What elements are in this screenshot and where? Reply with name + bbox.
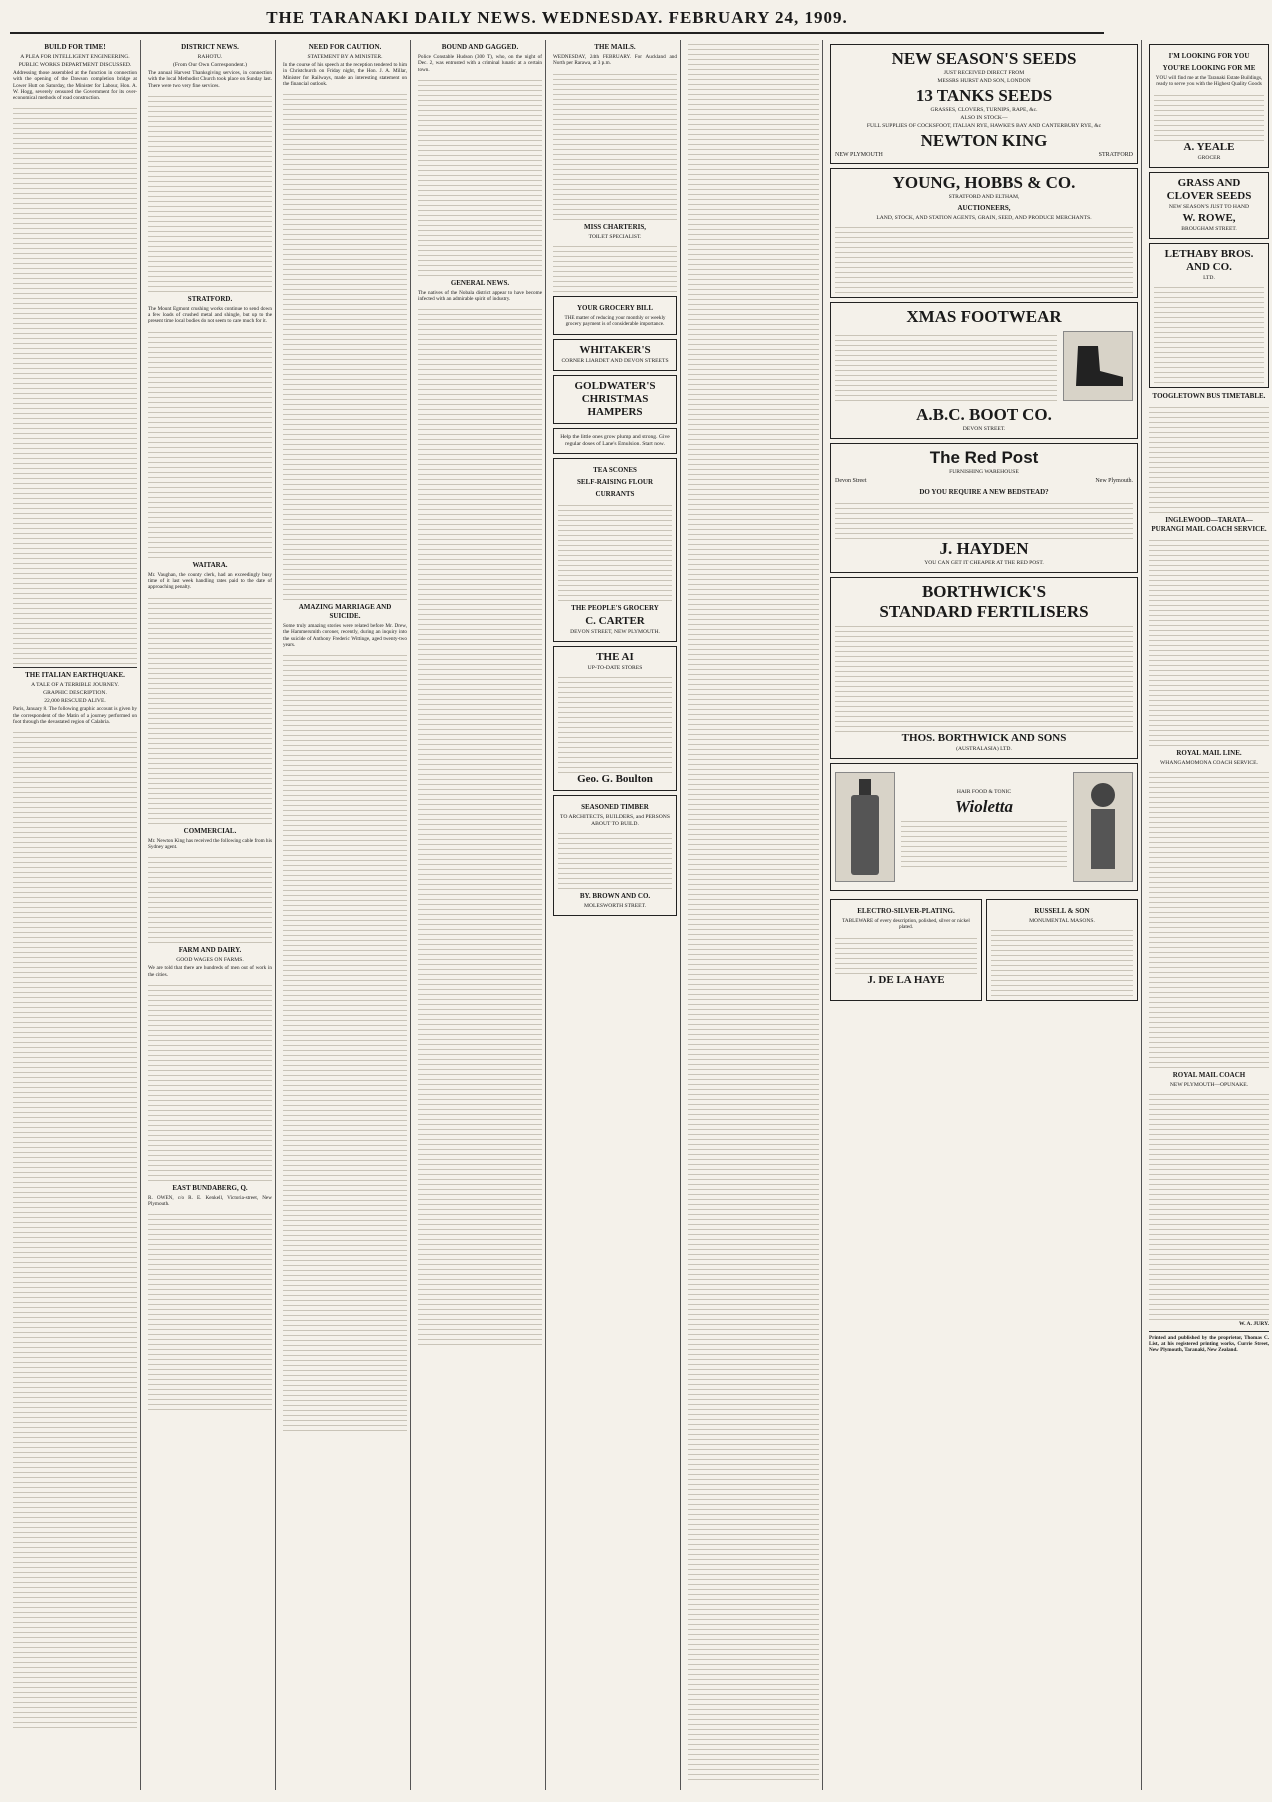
article-text-block bbox=[418, 305, 542, 1345]
ad-text-block bbox=[991, 926, 1133, 996]
ad-body: TO ARCHITECTS, BUILDERS, and PERSONS ABOUT TO BUILD. bbox=[560, 814, 670, 828]
column-3 bbox=[280, 40, 411, 1790]
ad-text-block bbox=[835, 622, 1133, 732]
ad-subhead: DO YOU REQUIRE A NEW BEDSTEAD? bbox=[919, 488, 1049, 496]
article-text-block bbox=[553, 70, 677, 220]
ad-location: New Plymouth. bbox=[1095, 478, 1133, 484]
ad-location: STRATFORD bbox=[1098, 152, 1133, 158]
ad-yeale bbox=[1149, 44, 1269, 168]
ad-subhead: UP-TO-DATE STORES bbox=[587, 665, 643, 672]
ad-address: DEVON STREET. bbox=[962, 426, 1006, 432]
ad-subhead: ALSO IN STOCK— bbox=[960, 115, 1008, 121]
article-subhead: RAHOTU. bbox=[197, 54, 223, 60]
timetable-signoff: W. A. JURY. bbox=[1238, 1320, 1269, 1327]
ad-text-block bbox=[835, 331, 1057, 401]
ad-wioletta bbox=[830, 763, 1138, 891]
article-headline: BUILD FOR TIME! bbox=[44, 43, 106, 51]
article-subhead: PUBLIC WORKS DEPARTMENT DISCUSSED. bbox=[18, 62, 132, 68]
divider bbox=[13, 667, 137, 668]
ad-text-block bbox=[558, 501, 672, 601]
ad-text-block bbox=[558, 829, 672, 889]
ad-headline: STANDARD FERTILISERS bbox=[879, 602, 1089, 621]
timetable-text bbox=[1149, 403, 1269, 513]
bottle-image bbox=[835, 772, 895, 882]
ad-headline: YOUR GROCERY BILL bbox=[576, 303, 654, 312]
ad-locations bbox=[835, 151, 1133, 159]
article-body: Mr. Newton King has received the following cable from his Sydney agent. bbox=[148, 837, 272, 850]
ad-grocery-bill bbox=[553, 296, 677, 336]
ad-headline: 13 TANKS SEEDS bbox=[915, 86, 1053, 105]
boot-image bbox=[1063, 331, 1133, 401]
article-text-block bbox=[418, 76, 542, 276]
ad-text-block bbox=[835, 499, 1133, 539]
ad-name: A.B.C. BOOT CO. bbox=[916, 405, 1052, 424]
ad-headline: GOLDWATER'S bbox=[574, 380, 656, 393]
timetable-text bbox=[1149, 536, 1269, 746]
article-subhead: STATEMENT BY A MINISTER. bbox=[307, 54, 383, 60]
ad-wioletta-body bbox=[835, 768, 1133, 886]
article-text-block bbox=[148, 981, 272, 1181]
timetable-headline: INGLEWOOD—TARATA—PURANGI MAIL COACH SERVICE. bbox=[1151, 515, 1267, 533]
ad-name: A. YEALE bbox=[1183, 140, 1235, 153]
ad-name: BY. BROWN AND CO. bbox=[579, 892, 651, 901]
ad-headline: LETHABY BROS. AND CO. bbox=[1164, 247, 1254, 273]
ad-headline: THE PEOPLE'S GROCERY bbox=[571, 604, 659, 613]
article-headline: WAITARA. bbox=[192, 560, 228, 569]
ad-the-ai bbox=[553, 646, 677, 791]
ad-subhead: FULL SUPPLIES OF COCKSFOOT, ITALIAN RYE, HAWKE'S BAY AND CANTERBURY RYE, &c bbox=[866, 123, 1102, 129]
column-5 bbox=[550, 40, 681, 1790]
ad-subhead: HAIR FOOD & TONIC bbox=[956, 788, 1012, 795]
article-headline: AMAZING MARRIAGE AND SUICIDE. bbox=[298, 603, 392, 621]
ad-goldwaters bbox=[553, 375, 677, 424]
timetable-headline: ROYAL MAIL LINE. bbox=[1176, 748, 1242, 757]
article-headline: THE MAILS. bbox=[594, 43, 636, 51]
ad-headline: MISS CHARTERIS, bbox=[584, 222, 646, 231]
ad-headline: ELECTRO-SILVER-PLATING. bbox=[857, 907, 955, 915]
column-1 bbox=[10, 40, 141, 1790]
timetable-subhead: NEW PLYMOUTH—OPUNAKE. bbox=[1169, 1081, 1249, 1088]
article-subhead: A PLEA FOR INTELLIGENT ENGINEERING. bbox=[20, 54, 130, 60]
article-text-block bbox=[283, 90, 407, 600]
article-subhead: (From Our Own Correspondent.) bbox=[173, 62, 247, 68]
ad-electro-plating bbox=[830, 899, 982, 1001]
timetable-text bbox=[1149, 1090, 1269, 1320]
article-subhead: GRAPHIC DESCRIPTION. bbox=[43, 690, 107, 697]
ad-subhead: TOILET SPECIALIST. bbox=[588, 233, 642, 240]
ad-new-seasons-seeds bbox=[830, 44, 1138, 164]
ad-headline: CURRANTS bbox=[595, 490, 635, 499]
divider bbox=[1149, 1331, 1269, 1332]
ad-headline: BORTHWICK'S bbox=[921, 582, 1047, 601]
article-body: Some truly amazing stories were related before Mr. Drew, the Hammersmith coroner, recently, during an inquiry into the suicide of Anthony Frederic Wittinge, aged twenty-two years. bbox=[283, 623, 407, 649]
article-body: In the course of his speech at the reception tendered to him in Christchurch on Friday night, the Hon. J. A. Millar, Minister for Railways, made an interesting statement on the financial outlook. bbox=[283, 62, 407, 87]
boot-icon bbox=[1068, 341, 1128, 391]
person-icon bbox=[1083, 777, 1123, 877]
timetable-headline: TOOGLETOWN BUS TIMETABLE. bbox=[1152, 391, 1266, 400]
article-headline: EAST BUNDABERG, Q. bbox=[172, 1183, 248, 1192]
ad-location: Devon Street bbox=[835, 478, 867, 484]
bottle-icon bbox=[845, 777, 885, 877]
ad-headline: Wioletta bbox=[955, 796, 1013, 816]
ad-name: C. CARTER bbox=[585, 615, 645, 628]
article-subhead: GOOD WAGES ON FARMS. bbox=[176, 957, 244, 964]
timetable-subhead: WHANGAMOMONA COACH SERVICE. bbox=[1160, 759, 1258, 766]
article-body: Paris, January 8. The following graphic account is given by the correspondent of the Matin of a journey performed on foot through the devastated region of Calabria. bbox=[13, 706, 137, 726]
ad-headline: NEW SEASON'S SEEDS bbox=[891, 49, 1077, 68]
article-text-block bbox=[148, 594, 272, 824]
ad-subhead: LAND, STOCK, AND STATION AGENTS, GRAIN, SEED, AND PRODUCE MERCHANTS. bbox=[876, 215, 1092, 221]
ad-name: W. ROWE, bbox=[1182, 211, 1236, 224]
imprint: Printed and published by the proprietor, Thomas C. List, at his registered printing works, Currie Street, New Plymouth, Taranaki, New Zealand. bbox=[1149, 1334, 1269, 1354]
ad-subhead: GRASSES, CLOVERS, TURNIPS, RAPE, &c. bbox=[930, 107, 1038, 113]
ad-text-block bbox=[1154, 91, 1264, 141]
article-text-block bbox=[148, 92, 272, 292]
ad-name: NEWTON KING bbox=[920, 131, 1048, 150]
timetable-text bbox=[1149, 768, 1269, 1068]
ad-subhead: CORNER LIARDET AND DEVON STREETS bbox=[561, 358, 669, 365]
article-text-block bbox=[148, 328, 272, 558]
ad-body: YOU will find me at the Taranaki Estate Buildings, ready to serve you with the Highest Quality Goods bbox=[1155, 75, 1263, 88]
article-body: We are told that there are hundreds of men out of work in the cities. bbox=[148, 965, 272, 978]
article-headline: FARM AND DAIRY. bbox=[178, 946, 242, 955]
ad-address: MOLESWORTH STREET. bbox=[583, 903, 647, 910]
ad-body: THE matter of reducing your monthly or weekly grocery payment is of considerable importance. bbox=[564, 314, 666, 327]
article-text-block bbox=[148, 1210, 272, 1410]
ad-subhead: STRATFORD AND ELTHAM, bbox=[948, 194, 1020, 200]
ad-name: Geo. G. Boulton bbox=[577, 773, 653, 786]
article-headline: NEED FOR CAUTION. bbox=[308, 43, 382, 51]
ad-headline: GRASS AND CLOVER SEEDS bbox=[1166, 176, 1252, 202]
ad-xmas-footwear bbox=[830, 302, 1138, 439]
ad-young-hobbs bbox=[830, 168, 1138, 298]
ad-subhead: FURNISHING WAREHOUSE bbox=[949, 469, 1019, 475]
ad-grass-seeds bbox=[1149, 172, 1269, 239]
timetable-headline: ROYAL MAIL COACH bbox=[1172, 1070, 1246, 1079]
ad-subhead: MESSRS HURST AND SON, LONDON bbox=[937, 78, 1031, 84]
ad-text-block bbox=[558, 673, 672, 773]
ad-headline: XMAS FOOTWEAR bbox=[906, 307, 1062, 326]
ad-red-post bbox=[830, 443, 1138, 573]
ad-subhead: (AUSTRALASIA) LTD. bbox=[956, 746, 1012, 752]
column-4 bbox=[415, 40, 546, 1790]
ad-text-block bbox=[1154, 283, 1264, 383]
column-6 bbox=[685, 40, 823, 1790]
ad-text-block bbox=[835, 223, 1133, 293]
article-headline: THE ITALIAN EARTHQUAKE. bbox=[25, 671, 125, 680]
article-body: Mr. Vaughan, the county clerk, had an exceedingly busy time of it last week handling rates paid to the date of approaching penalty. bbox=[148, 571, 272, 591]
ad-subhead: NEW SEASON'S JUST TO HAND bbox=[1168, 203, 1250, 210]
ad-text-block bbox=[688, 40, 819, 1780]
columns bbox=[10, 40, 1269, 1790]
ad-headline: THE AI bbox=[596, 651, 634, 664]
ad-row bbox=[830, 895, 1138, 1005]
ad-address: DEVON STREET, NEW PLYMOUTH. bbox=[570, 629, 660, 636]
ad-footwear-body bbox=[835, 327, 1133, 405]
ad-body: Help the little ones grow plump and strong. Give regular doses of Lane's Emulsion. Start now. bbox=[560, 434, 670, 448]
article-headline: BOUND AND GAGGED. bbox=[441, 43, 519, 51]
ad-address: BROUGHAM STREET. bbox=[1181, 225, 1237, 232]
ad-text-block bbox=[553, 242, 677, 292]
ad-subhead: MONUMENTAL MASONS. bbox=[1029, 918, 1095, 924]
ad-name: J. HAYDEN bbox=[939, 539, 1029, 558]
ad-headline: RUSSELL & SON bbox=[1034, 907, 1090, 915]
article-headline: STRATFORD. bbox=[187, 294, 233, 303]
ad-lanes-emulsion bbox=[553, 428, 677, 454]
ad-borthwicks bbox=[830, 577, 1138, 759]
ad-text-block bbox=[901, 817, 1067, 867]
ad-peoples-grocery bbox=[553, 458, 677, 642]
ad-subhead: JUST RECEIVED DIRECT FROM bbox=[943, 70, 1025, 76]
ad-headline: SEASONED TIMBER bbox=[581, 803, 649, 812]
article-subhead: A TALE OF A TERRIBLE JOURNEY. bbox=[31, 682, 119, 689]
article-text-block bbox=[148, 853, 272, 943]
ad-footer: YOU CAN GET IT CHEAPER AT THE RED POST. bbox=[924, 560, 1044, 566]
ad-body: TABLEWARE of every description, polished, silver or nickel plated. bbox=[842, 918, 970, 931]
article-body: Police Constable Hudson (300 T), who, on the night of Dec. 2, was entrusted with a criminal lunatic at a certain town. bbox=[418, 54, 542, 73]
article-body: The annual Harvest Thanksgiving services, in connection with the local Methodist Church took place on Sunday last. There were two very fine services. bbox=[148, 70, 272, 89]
article-text-block bbox=[13, 728, 137, 1728]
ad-headline: CHRISTMAS HAMPERS bbox=[581, 393, 649, 419]
article-headline: DISTRICT NEWS. bbox=[181, 43, 239, 51]
ad-locations bbox=[835, 477, 1133, 485]
article-body: WEDNESDAY, 24th FEBRUARY. For Auckland and North per Rarawa, at 3 p.m. bbox=[553, 54, 677, 67]
ad-lethaby bbox=[1149, 243, 1269, 388]
ad-headline: TEA SCONES bbox=[593, 466, 637, 475]
ad-headline: I'M LOOKING FOR YOU bbox=[1168, 52, 1250, 60]
article-body: The natives of the Nobala district appear to have become infected with an admirable spirit of industry. bbox=[418, 289, 542, 303]
ad-subhead: AUCTIONEERS, bbox=[957, 204, 1011, 212]
masthead: THE TARANAKI DAILY NEWS. WEDNESDAY. FEBRUARY 24, 1909. bbox=[10, 8, 1104, 34]
article-headline: COMMERCIAL. bbox=[183, 826, 237, 835]
article-headline: GENERAL NEWS. bbox=[450, 278, 510, 287]
article-subhead: 22,000 RESCUED ALIVE. bbox=[44, 698, 106, 705]
ad-headline: YOU'RE LOOKING FOR ME bbox=[1162, 64, 1256, 72]
ad-headline: YOUNG, HOBBS & CO. bbox=[892, 173, 1076, 192]
ad-location: NEW PLYMOUTH bbox=[835, 152, 883, 158]
article-body: R. OWEN, c/o R. E. Kenkell, Victoria-street, New Plymouth. bbox=[148, 1194, 272, 1208]
ad-russell-son bbox=[986, 899, 1138, 1001]
article-text-block bbox=[283, 651, 407, 1431]
column-7 bbox=[827, 40, 1142, 1790]
ad-wioletta-text bbox=[901, 788, 1067, 867]
doctor-image bbox=[1073, 772, 1133, 882]
ad-headline: WHITAKER'S bbox=[579, 344, 651, 357]
ad-name: THOS. BORTHWICK AND SONS bbox=[901, 732, 1067, 744]
ad-headline: SELF-RAISING FLOUR bbox=[576, 478, 654, 487]
ad-whitakers bbox=[553, 339, 677, 371]
ad-seasoned-timber bbox=[553, 795, 677, 916]
article-text-block bbox=[13, 104, 137, 664]
article-body: The Mount Egmont crushing works continue to send down a few loads of crushed metal and shingle, but up to the present time local bodies do not seem to care much for it. bbox=[148, 305, 272, 325]
column-2 bbox=[145, 40, 276, 1790]
article-body: Addressing those assembled at the function in connection with the opening of the Dawson completion bridge at Lower Hutt on Saturday, the Minister for Labour, Hon. A. W. Hogg, severely censured the Government for its over-economical methods of road construction. bbox=[13, 70, 137, 102]
ad-subhead: GROCER bbox=[1197, 154, 1221, 161]
ad-text-block bbox=[835, 934, 977, 974]
ad-headline: The Red Post bbox=[929, 448, 1039, 467]
column-8 bbox=[1146, 40, 1272, 1790]
ad-subhead: LTD. bbox=[1203, 274, 1215, 281]
ad-name: J. DE LA HAYE bbox=[867, 973, 945, 986]
